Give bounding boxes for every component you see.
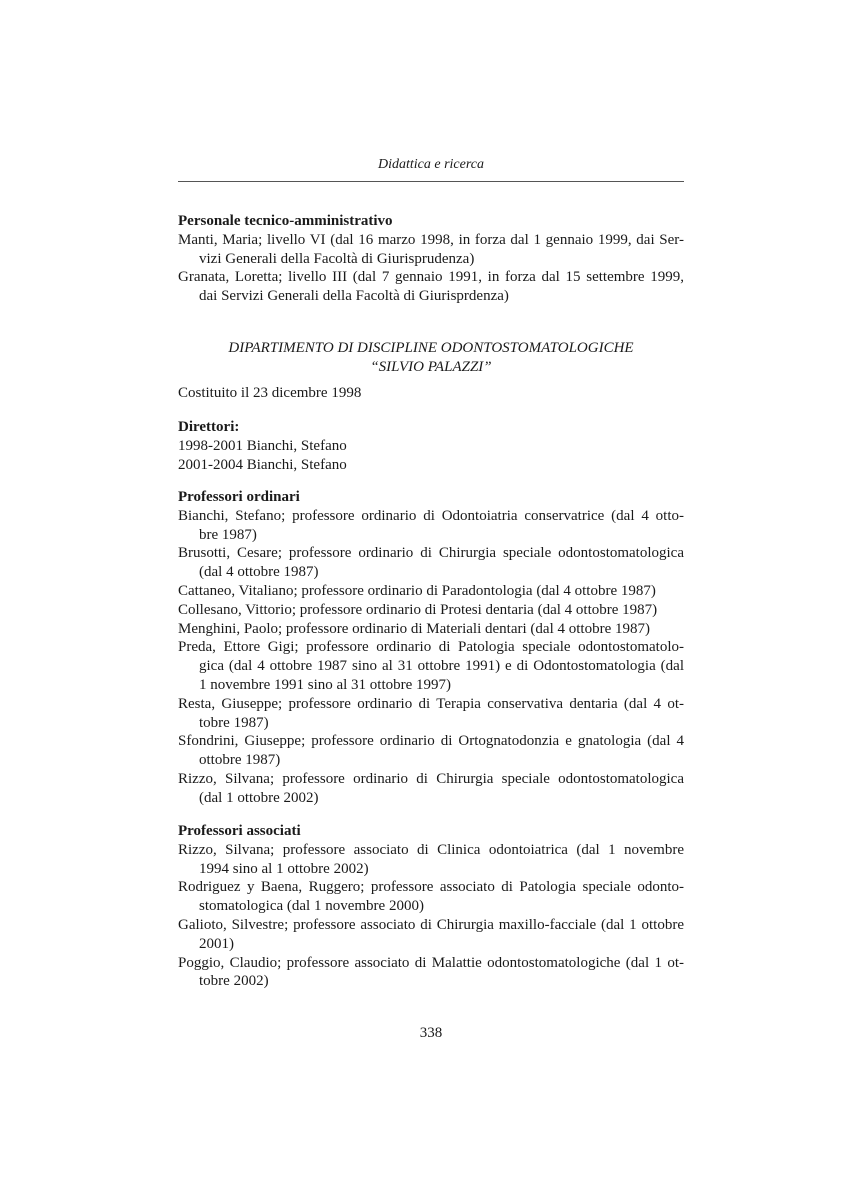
entry-line: (dal 1 ottobre 2002)	[199, 789, 319, 806]
list-item	[178, 954, 684, 992]
entry-line: Poggio, Claudio; professore associato di Malattie odontostomatologiche (dal 1 ot-	[178, 954, 684, 971]
entry-line: Cattaneo, Vitaliano; professore ordinario di Paradontologia (dal 4 ottobre 1987)	[178, 582, 656, 599]
entry-line: Menghini, Paolo; professore ordinario di Materiali dentari (dal 4 ottobre 1987)	[178, 620, 650, 637]
section-personale	[178, 212, 684, 306]
entry-line: Granata, Loretta; livello III (dal 7 gennaio 1991, in forza dal 15 settembre 1999,	[178, 269, 684, 286]
department-title-line-2: “SILVIO PALAZZI”	[370, 359, 492, 375]
entry-line: (dal 4 ottobre 1987)	[199, 564, 319, 581]
section-heading: Professori associati	[178, 823, 301, 839]
section-heading: Direttori:	[178, 419, 240, 435]
list-item	[178, 695, 684, 733]
entry-line: tobre 1987)	[199, 714, 269, 731]
header-rule	[178, 181, 684, 182]
page-number: 338	[419, 1025, 443, 1041]
entry-line: vizi Generali della Facoltà di Giurisprudenza)	[199, 250, 475, 267]
entry-line: Rizzo, Silvana; professore associato di Clinica odontoiatrica (dal 1 novembre	[178, 841, 684, 858]
entry-line: 2001)	[199, 935, 234, 952]
department-title	[178, 339, 684, 377]
entry-line: ottobre 1987)	[199, 752, 281, 769]
list-item	[178, 268, 684, 306]
list-item	[178, 732, 684, 770]
entry-line: tobre 2002)	[199, 973, 269, 990]
section-professori-associati	[178, 822, 684, 991]
entry-line: Bianchi, Stefano; professore ordinario di Odontoiatria conservatrice (dal 4 otto-	[178, 507, 684, 524]
entry-line: Resta, Giuseppe; professore ordinario di Terapia conservativa dentaria (dal 4 ot-	[178, 695, 684, 712]
list-item	[178, 601, 684, 620]
running-head: Didattica e ricerca	[377, 157, 484, 172]
list-item	[178, 544, 684, 582]
founded-date: Costituito il 23 dicembre 1998	[178, 385, 362, 401]
entry-line: Preda, Ettore Gigi; professore ordinario di Patologia speciale odontostomatolo-	[178, 639, 684, 656]
list-item	[178, 507, 684, 545]
entry-line: 1998-2001 Bianchi, Stefano	[178, 437, 347, 454]
entry-line: gica (dal 4 ottobre 1987 sino al 31 ottobre 1991) e di Odontostomatologia (dal	[199, 658, 684, 675]
list-item	[178, 770, 684, 808]
entry-line: Collesano, Vittorio; professore ordinario di Protesi dentaria (dal 4 ottobre 1987)	[178, 601, 658, 618]
entry-line: Manti, Maria; livello VI (dal 16 marzo 1998, in forza dal 1 gennaio 1999, dai Ser-	[178, 231, 684, 248]
entry-line: Brusotti, Cesare; professore ordinario di Chirurgia speciale odontostomatologica	[178, 545, 684, 562]
entry-line: stomatologica (dal 1 novembre 2000)	[199, 898, 424, 915]
entry-line: 1 novembre 1991 sino al 31 ottobre 1997)	[199, 676, 452, 693]
list-item	[178, 456, 684, 475]
entry-line: 2001-2004 Bianchi, Stefano	[178, 456, 347, 473]
section-heading: Personale tecnico-amministrativo	[178, 213, 393, 229]
section-heading: Professori ordinari	[178, 489, 300, 505]
section-direttori	[178, 418, 684, 474]
entry-line: 1994 sino al 1 ottobre 2002)	[199, 860, 369, 877]
entry-line: dai Servizi Generali della Facoltà di Giurisprdenza)	[199, 288, 509, 305]
entry-line: Rodriguez y Baena, Ruggero; professore associato di Patologia speciale odonto-	[178, 879, 684, 896]
entry-line: Rizzo, Silvana; professore ordinario di Chirurgia speciale odontostomatologica	[178, 770, 684, 787]
list-item	[178, 582, 684, 601]
list-item	[178, 437, 684, 456]
department-title-line-1: DIPARTIMENTO DI DISCIPLINE ODONTOSTOMATOLOGICHE	[228, 340, 634, 356]
section-professori-ordinari	[178, 488, 684, 808]
list-item	[178, 620, 684, 639]
list-item	[178, 638, 684, 694]
entry-line: Sfondrini, Giuseppe; professore ordinario di Ortognatodonzia e gnatologia (dal 4	[178, 733, 684, 750]
entry-line: Galioto, Silvestre; professore associato di Chirurgia maxillo-facciale (dal 1 ottobre	[178, 916, 684, 933]
entry-line: bre 1987)	[199, 526, 257, 543]
list-item	[178, 878, 684, 916]
list-item	[178, 231, 684, 269]
list-item	[178, 916, 684, 954]
list-item	[178, 841, 684, 879]
